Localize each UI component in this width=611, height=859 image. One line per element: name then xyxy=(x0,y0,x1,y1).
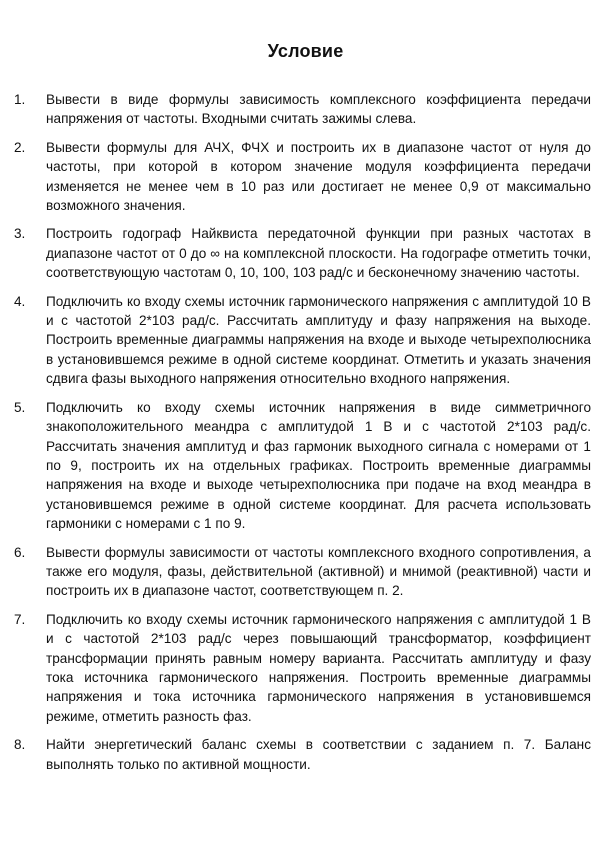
list-item xyxy=(0,610,611,726)
list-item xyxy=(0,398,611,534)
item-number: 2. xyxy=(14,139,26,155)
item-text: Вывести формулы для АЧХ, ФЧХ и построить их в диапазоне частот от нуля до частоты, при которой в котором значение модуля коэффициента передачи изменяется не менее чем в 10 раз или достигает не менее 0,9 от максимально возможного значения. xyxy=(46,139,591,214)
item-number: 6. xyxy=(14,544,26,560)
item-number: 7. xyxy=(14,611,26,627)
item-number: 4. xyxy=(14,293,26,309)
list-item xyxy=(0,138,611,216)
item-number: 1. xyxy=(14,92,26,107)
list-item xyxy=(0,735,611,774)
item-text: Подключить ко входу схемы источник гармонического напряжения с амплитудой 1 В и с частотой 2*103 рад/с через повышающий трансформатор, коэффициент трансформации принять равным номеру варианта. Рассчитать амплитуду и фазу тока источника гармонического напряжения. Построить временные диаграммы напряжения и тока источника гармонического напряжения в установившемся режиме, отметить разность фаз. xyxy=(46,611,591,724)
item-number: 5. xyxy=(14,399,26,415)
page-title: Условие xyxy=(267,41,344,61)
item-text: Найти энергетический баланс схемы в соответствии с заданием п. 7. Баланс выполнять только по активной мощности. xyxy=(46,737,591,772)
item-number: 8. xyxy=(14,737,26,753)
item-text: Подключить ко входу схемы источник гармонического напряжения с амплитудой 10 В и с частотой 2*103 рад/с. Рассчитать амплитуду и фазу напряжения на выходе. Построить временные диаграммы напряжения на входе и выходе четырехполюсника в установившемся режиме в одной системе координат. Отметить и указать значения сдвига фазы выходного напряжения относительно входного напряжения. xyxy=(46,293,591,387)
item-text: Вывести формулы зависимости от частоты комплексного входного сопротивления, а также его модуля, фазы, действительной (активной) и мнимой (реактивной) части и построить их в диапазоне частот, соответствующем п. 2. xyxy=(46,544,591,599)
item-number: 3. xyxy=(14,226,26,242)
list-item xyxy=(0,543,611,601)
list-item xyxy=(0,224,611,282)
item-text: Подключить ко входу схемы источник напряжения в виде симметричного знакоположительного меандра с амплитудой 1 В и с частотой 2*103 рад/с. Рассчитать значения амплитуд и фаз гармоник выходного сигнала с номерами от 1 по 9, построить их на отдельных графиках. Построить временные диаграммы напряжения на входе и выходе четырехполюсника при подаче на вход меандра в установившемся режиме в одной системе координат. Для расчета использовать гармоники с номерами с 1 по 9. xyxy=(46,399,591,532)
item-text: Построить годограф Найквиста передаточной функции при разных частотах в диапазоне частот от 0 до ∞ на комплексной плоскости. На годографе отметить точки, соответствующую частотам 0, 10, 100, 103 рад/с и бесконечному значению частоты. xyxy=(46,226,591,281)
list-item xyxy=(0,292,611,389)
item-text: Вывести в виде формулы зависимость комплексного коэффициента передачи напряжения от частоты. Входными считать зажимы слева. xyxy=(46,92,591,127)
task-list xyxy=(0,90,611,783)
list-item xyxy=(0,90,611,129)
